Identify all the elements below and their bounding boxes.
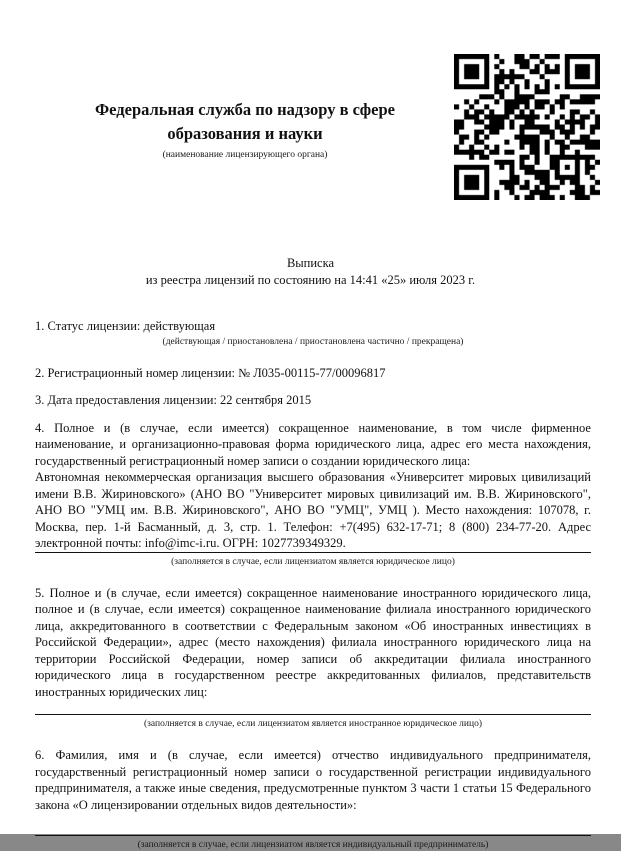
authority-caption: (наименование лицензирующего органа) bbox=[162, 150, 328, 160]
legal-entity-label: 4. Полное и (в случае, если имеется) сокращенное наименование, в том числе фирменное наименование, и организационно-правовая форма юридического лица, адрес его места нахождения, государственный регистрационный номер записи о создании юридического лица: bbox=[35, 420, 591, 468]
foreign-entity-field-rule bbox=[35, 714, 591, 715]
section-legal-entity bbox=[35, 420, 591, 568]
entrepreneur-blank-value bbox=[35, 813, 591, 835]
section-registration-number bbox=[35, 365, 591, 382]
section-grant-date bbox=[35, 392, 591, 409]
foreign-entity-caption: (заполняется в случае, если лицензиатом является иностранное юридическое лицо) bbox=[144, 719, 482, 729]
document-title-line2: из реестра лицензий по состоянию на 14:41 «25» июля 2023 г. bbox=[145, 273, 476, 287]
entrepreneur-label: 6. Фамилия, имя и (в случае, если имеется) отчество индивидуального предпринимателя, государственный регистрационный номер записи о государственной регистрации индивидуального предпринимателя, а также иные сведения, предусмотренные пунктом 3 части 1 статьи 15 Федерального закона «О лицензировании отдельных видов деятельности»: bbox=[35, 748, 591, 812]
document-body bbox=[35, 318, 591, 851]
authority-name bbox=[40, 98, 450, 146]
legal-entity-field-rule bbox=[35, 552, 591, 553]
section-individual-entrepreneur bbox=[35, 747, 591, 851]
licensing-authority-header bbox=[40, 98, 450, 161]
authority-name-line2: образования и науки bbox=[167, 124, 323, 143]
legal-entity-caption: (заполняется в случае, если лицензиатом является юридическое лицо) bbox=[171, 556, 455, 567]
legal-entity-value: Автономная некоммерческая организация высшего образования «Университет мировых цивилизаций имени В.В. Жириновского» (АНО ВО "Университет мировых цивилизаций им. В.В. Жириновского", АНО ВО "УМЦ им. В.В. Жириновского", АНО ВО "УМЦ", УМЦ ). Место нахождения: 107078, г. Москва, пер. 1-й Басманный, д. 3, стр. 1. Телефон: +7(495) 632-17-71; 8 (800) 234-77-20. Адрес электронной почты: info@imc-i.ru. ОГРН: 1027739349329. bbox=[35, 470, 591, 550]
section-foreign-entity bbox=[35, 585, 591, 731]
qr-code-icon bbox=[454, 54, 600, 200]
registration-number-label: 2. Регистрационный номер лицензии: № Л035-00115-77/00096817 bbox=[35, 365, 386, 380]
entrepreneur-caption: (заполняется в случае, если лицензиатом является индивидуальный предприниматель) bbox=[137, 840, 489, 850]
section-license-status bbox=[35, 318, 591, 348]
authority-name-line1: Федеральная служба по надзору в сфере bbox=[95, 100, 395, 119]
foreign-entity-blank-value bbox=[35, 700, 591, 714]
entrepreneur-field-rule bbox=[35, 835, 591, 836]
license-status-label: 1. Статус лицензии: действующая bbox=[35, 319, 216, 333]
license-status-caption: (действующая / приостановлена / приостановлена частично / прекращена) bbox=[162, 336, 464, 347]
grant-date-label: 3. Дата предоставления лицензии: 22 сентября 2015 bbox=[35, 393, 312, 407]
document-title-line1: Выписка bbox=[286, 256, 335, 270]
foreign-entity-label: 5. Полное и (в случае, если имеется) сокращенное наименование иностранного юридического лица, полное и (в случае, если имеется) сокращенное наименование филиала иностранного юридического лица, аккредитованного в соответствии с Федеральным законом «Об иностранных инвестициях в Российской Федерации», адрес (место нахождения) филиала иностранного юридического лица на территории Российской Федерации, номер записи об аккредитации филиала иностранного юридического лица в государственном реестре аккредитованных филиалов, представительств иностранных юридических лиц: bbox=[35, 585, 591, 699]
document-title bbox=[0, 255, 621, 289]
